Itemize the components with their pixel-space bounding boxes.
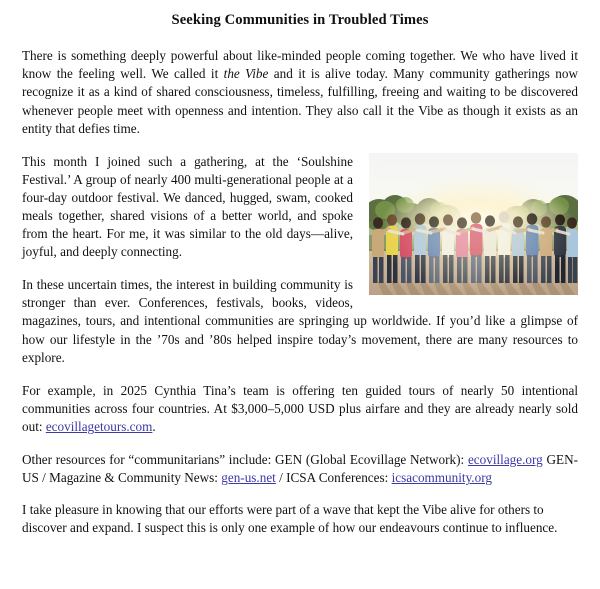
spacer-p3-p4 xyxy=(22,367,578,382)
page-title: Seeking Communities in Troubled Times xyxy=(171,12,429,28)
group-of-people-embracing-photo xyxy=(369,153,578,295)
paragraph-4 xyxy=(22,382,578,436)
paragraph-1-seg-1: There is something deeply powerful about like-minded people coming together. We who have lived it know the feeling well. We called it xyxy=(22,48,578,82)
link-icsacommunity-org[interactable]: icsacommunity.org xyxy=(391,470,492,486)
paragraph-5 xyxy=(22,451,578,487)
link-ecovillage-org[interactable]: ecovillage.org xyxy=(467,452,543,468)
photo-svg xyxy=(369,153,578,295)
spacer-title xyxy=(22,29,578,47)
spacer-p5-p6 xyxy=(22,487,578,501)
paragraph-6-text: I take pleasure in knowing that our efforts were part of a wave that kept the Vibe alive for others to discover and expand. I suspect this is only one example of how our endeavours continue to influence. xyxy=(22,502,558,536)
paragraph-5-seg-1: Other resources for “communitarians” include: GEN (Global Ecovillage Network): xyxy=(22,452,468,468)
paragraph-1 xyxy=(22,47,578,137)
paragraph-4-seg-1: For example, in 2025 Cynthia Tina’s team is offering ten guided tours of nearly 50 intentional communities across four countries. At $3,000–5,000 USD plus airfare and they are already nearly sold out: xyxy=(22,382,578,434)
paragraph-1-seg-3: and it is alive today. Many community gatherings now recognize it as a kind of shared consciousness, timeless, fulfilling, freeing and waiting to be discovered whenever people meet with openness and intention. They also call it the Vibe as though it exists as an entity that defies time. xyxy=(22,66,578,136)
paragraph-6 xyxy=(22,501,578,537)
paragraph-5-seg-3: GEN-US / Magazine & Community News: xyxy=(22,452,578,486)
spacer-p1-p2 xyxy=(22,138,578,153)
link-gen-us-net[interactable]: gen-us.net xyxy=(221,470,276,486)
paragraph-5-seg-5: / ICSA Conferences: xyxy=(275,470,392,486)
link-ecovillagetours[interactable]: ecovillagetours.com xyxy=(45,418,153,434)
paragraph-3-text: In these uncertain times, the interest in building community is stronger than ever. Conferences, festivals, books, videos, magazines, tours, and intentional communities are springing up worldwide. If you’d like a glimpse of how our lifestyle in the ’70s and ’80s helped inspire today’s movement, there are many resources to explore. xyxy=(22,277,578,365)
paragraph-4-seg-3: . xyxy=(152,418,156,434)
paragraph-2-text: This month I joined such a gathering, at the ‘Soulshine Festival.’ A group of nearly 400 multi-generational people at a four-day outdoor festival. We danced, hugged, swam, cooked meals together, shared visions of a better world, and spoke from the heart. For me, it was similar to the old days—alive, joyful, and deeply connecting. xyxy=(22,153,353,260)
spacer-p4-p5 xyxy=(22,436,578,451)
paragraph-1-emphasis: the Vibe xyxy=(223,66,269,82)
